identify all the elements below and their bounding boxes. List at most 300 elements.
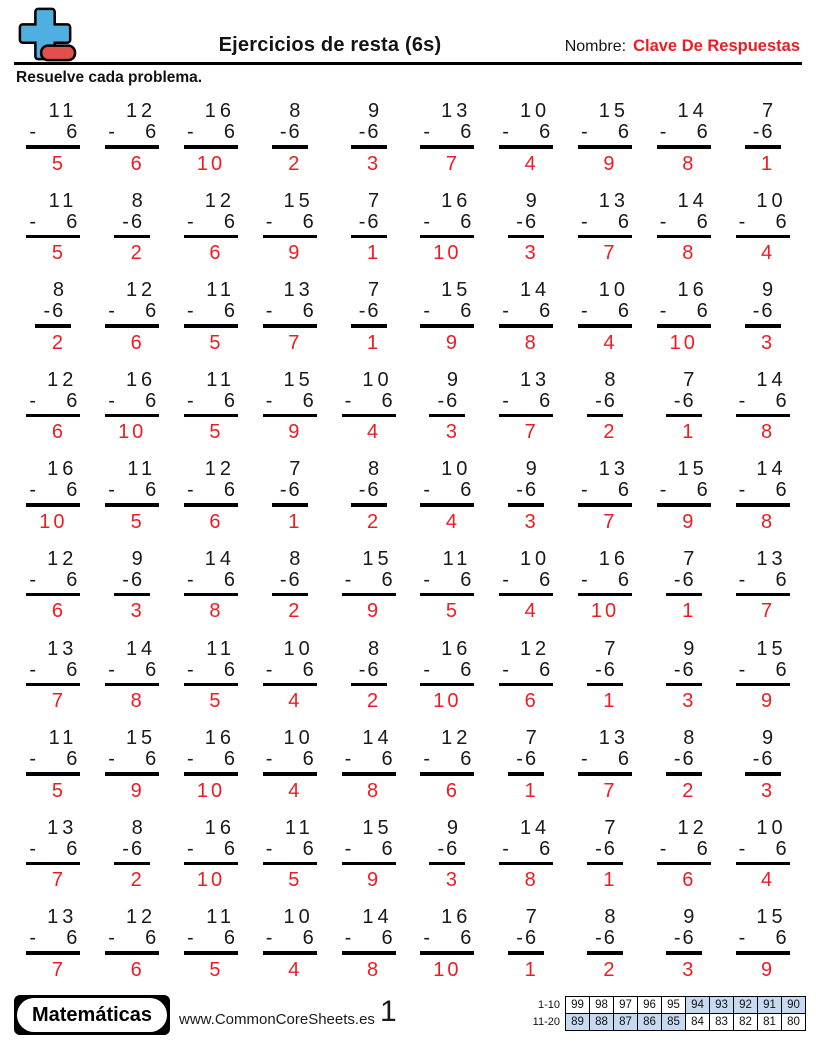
subtrahend-row [581, 212, 629, 233]
answer-line [508, 772, 544, 776]
answer: 6 [209, 510, 224, 533]
answer: 2 [130, 242, 145, 265]
subtraction-problem [487, 369, 566, 459]
minus-sign: - [122, 210, 129, 233]
problem-row [14, 458, 802, 548]
subtraction-problem [487, 190, 566, 280]
subtrahend: 6 [130, 568, 143, 591]
subtrahend-row [38, 301, 68, 322]
answer-line [105, 414, 159, 418]
minus-sign: - [29, 927, 37, 950]
answer: 9 [445, 331, 460, 354]
minus-sign: - [265, 300, 273, 323]
minuend: 9 [762, 279, 774, 302]
subtraction-problem [723, 458, 802, 548]
answer-line [263, 235, 317, 239]
answer: 5 [209, 421, 224, 444]
subtrahend-row [108, 749, 156, 770]
answer: 6 [51, 600, 66, 623]
subtrahend: 6 [539, 568, 551, 591]
subtrahend-row [29, 480, 77, 501]
answer-line [351, 145, 387, 149]
problem-row [14, 906, 802, 996]
subtrahend: 6 [367, 479, 379, 502]
subtraction-problem [14, 100, 93, 190]
subtrahend-row [345, 391, 393, 412]
minus-sign: - [108, 748, 115, 771]
answer-line [499, 324, 553, 328]
minus-sign: - [437, 389, 445, 412]
subtraction-problem [408, 458, 487, 548]
answer: 2 [288, 600, 303, 623]
subtrahend-row [739, 928, 787, 949]
minus-sign: - [516, 479, 523, 502]
subtrahend-row [275, 122, 305, 143]
minus-sign: - [673, 748, 681, 771]
minus-sign: - [265, 210, 273, 233]
answer-line [351, 235, 387, 239]
answer-line [105, 145, 159, 149]
subtraction-problem [487, 279, 566, 369]
answer: 10 [590, 600, 620, 623]
subtrahend-row [187, 391, 235, 412]
answer-line [184, 235, 238, 239]
subtraction-problem [14, 458, 93, 548]
score-row-label: 11-20 [522, 1014, 566, 1031]
subtrahend: 6 [775, 479, 787, 502]
answer-line [105, 772, 159, 776]
minuend: 8 [683, 727, 695, 750]
answer-line [429, 862, 465, 866]
score-cell: 84 [686, 1014, 710, 1031]
answer-line [26, 683, 80, 687]
subtrahend: 6 [367, 658, 379, 681]
minus-sign: - [186, 121, 194, 143]
answer-line [745, 772, 781, 776]
minuend: 10 [283, 637, 314, 660]
subtraction-problem [644, 906, 723, 996]
answer: 8 [524, 869, 539, 892]
subtrahend-row [581, 480, 629, 501]
answer: 2 [603, 421, 618, 444]
subtrahend: 6 [460, 210, 472, 233]
subtrahend: 6 [145, 927, 157, 950]
minus-sign: - [595, 389, 602, 412]
answer: 4 [524, 600, 539, 623]
minus-sign: - [423, 658, 431, 681]
subtrahend-row [108, 391, 156, 412]
subtraction-problem [250, 100, 329, 190]
subtraction-problem [250, 906, 329, 996]
subtrahend: 6 [617, 300, 629, 323]
subtrahend-row [117, 570, 147, 591]
minus-sign: - [738, 927, 746, 950]
subtrahend-row [590, 839, 620, 860]
minuend: 7 [525, 906, 537, 929]
subtrahend-row [275, 480, 305, 501]
subtrahend: 6 [539, 658, 551, 681]
minuend: 16 [47, 458, 78, 481]
minuend: 11 [48, 189, 78, 212]
subtrahend-row [660, 212, 708, 233]
subtrahend: 6 [539, 121, 551, 143]
minuend: 12 [204, 458, 235, 481]
subtrahend: 6 [145, 121, 157, 143]
minus-sign: - [186, 837, 194, 860]
subtrahend-row [739, 570, 787, 591]
subtraction-problem [644, 817, 723, 907]
subtrahend: 6 [223, 568, 235, 591]
subtraction-problem [644, 369, 723, 459]
minuend: 15 [283, 368, 314, 391]
answer: 1 [682, 421, 697, 444]
minus-sign: - [344, 927, 352, 950]
subtrahend: 6 [775, 389, 787, 412]
minuend: 14 [756, 458, 787, 481]
answer-line [736, 503, 790, 507]
score-cell: 99 [566, 997, 590, 1014]
minus-sign: - [580, 748, 588, 771]
minus-sign: - [186, 300, 194, 323]
answer: 6 [130, 958, 145, 981]
minuend: 10 [362, 368, 393, 391]
subtraction-problem [487, 817, 566, 907]
minus-sign: - [122, 568, 129, 591]
subtraction-problem [408, 817, 487, 907]
subtrahend-row [354, 660, 384, 681]
answer: 1 [524, 958, 539, 981]
minus-sign: - [595, 658, 602, 681]
subtraction-problem [93, 458, 172, 548]
minus-sign: - [580, 210, 588, 233]
minuend: 12 [441, 727, 472, 750]
answer: 3 [682, 958, 697, 981]
subtrahend-row [502, 301, 550, 322]
minus-sign: - [265, 389, 273, 412]
minuend: 13 [441, 100, 472, 122]
subtraction-problem [408, 190, 487, 280]
minus-sign: - [358, 210, 366, 233]
answer: 2 [288, 152, 303, 175]
subtrahend-row [29, 212, 77, 233]
answer-line [578, 772, 632, 776]
answer: 9 [130, 779, 145, 802]
subtrahend: 6 [367, 300, 379, 323]
subtrahend-row [266, 301, 314, 322]
minuend: 12 [47, 368, 78, 391]
answer: 2 [603, 958, 618, 981]
score-table [522, 996, 806, 1031]
minus-sign: - [265, 837, 273, 860]
minus-sign: - [738, 837, 746, 860]
answer: 9 [367, 869, 382, 892]
subtraction-problem [644, 100, 723, 190]
minus-sign: - [279, 121, 287, 143]
subtrahend: 6 [446, 389, 458, 412]
answer-line [499, 593, 553, 597]
answer: 9 [682, 510, 697, 533]
subtrahend-row [660, 839, 708, 860]
answer-line [26, 503, 80, 507]
subtrahend: 6 [682, 927, 694, 950]
subtrahend-row [739, 391, 787, 412]
subtrahend: 6 [66, 121, 78, 143]
answer: 2 [682, 779, 697, 802]
minuend: 8 [131, 189, 143, 212]
answer: 7 [445, 152, 460, 175]
subtraction-problem [250, 548, 329, 638]
subtrahend-row [187, 660, 235, 681]
score-cell: 80 [782, 1014, 806, 1031]
commoncoresheets-logo-icon [14, 6, 78, 64]
problem-row [14, 190, 802, 280]
answer: 8 [367, 779, 382, 802]
answer-line [499, 683, 553, 687]
subtrahend-row [502, 391, 550, 412]
answer-line [587, 951, 623, 955]
minus-sign: - [265, 658, 273, 681]
subtrahend: 6 [603, 837, 615, 860]
minus-sign: - [516, 748, 523, 771]
subtrahend-row [29, 839, 77, 860]
answer-line [666, 414, 702, 418]
minuend: 10 [441, 458, 472, 481]
answer-line [578, 145, 632, 149]
answer-line [272, 593, 308, 597]
subtrahend-row [669, 660, 699, 681]
minuend: 16 [598, 547, 629, 570]
minuend: 8 [368, 637, 380, 660]
minuend: 11 [285, 816, 314, 839]
subtraction-problem [566, 369, 645, 459]
minus-sign: - [29, 210, 37, 233]
subtrahend-row [354, 480, 384, 501]
subtrahend: 6 [761, 121, 773, 143]
subtrahend: 6 [696, 210, 708, 233]
minus-sign: - [423, 300, 431, 323]
answer: 4 [524, 152, 539, 175]
minuend: 14 [362, 906, 393, 929]
problem-row [14, 279, 802, 369]
subtrahend-row [117, 839, 147, 860]
subtraction-problem [250, 279, 329, 369]
subtraction-problem [644, 279, 723, 369]
minuend: 10 [519, 547, 551, 570]
answer-line [114, 235, 150, 239]
subtrahend-row [187, 301, 235, 322]
answer-line [657, 324, 711, 328]
score-cell: 85 [662, 1014, 686, 1031]
answer: 3 [367, 152, 382, 175]
subtrahend: 6 [682, 658, 694, 681]
subtrahend: 6 [524, 210, 537, 233]
answer: 8 [130, 690, 145, 713]
minus-sign: - [344, 748, 352, 771]
subtraction-problem [14, 638, 93, 728]
minus-sign: - [29, 389, 37, 412]
answer: 4 [367, 421, 382, 444]
subtraction-problem [566, 817, 645, 907]
answer-line [420, 593, 474, 597]
minus-sign: - [673, 568, 681, 591]
subtrahend: 6 [775, 658, 787, 681]
subtrahend-row [29, 570, 77, 591]
minus-sign: - [423, 210, 431, 233]
subtrahend-row [748, 749, 778, 770]
minuend: 15 [598, 100, 629, 122]
minus-sign: - [516, 927, 523, 950]
minuend: 10 [519, 100, 551, 122]
subtrahend-row [108, 480, 156, 501]
minus-sign: - [502, 658, 509, 681]
minuend: 8 [131, 816, 143, 839]
minus-sign: - [738, 568, 746, 591]
minus-sign: - [279, 568, 287, 591]
minus-sign: - [186, 389, 194, 412]
subtraction-problem [723, 906, 802, 996]
minus-sign: - [344, 568, 352, 591]
answer: 9 [288, 242, 303, 265]
answer: 1 [603, 869, 618, 892]
minus-sign: - [344, 389, 352, 412]
answer: 8 [761, 510, 776, 533]
minus-sign: - [29, 837, 37, 860]
answer: 7 [603, 510, 618, 533]
answer: 1 [367, 331, 382, 354]
minuend: 11 [48, 100, 78, 122]
minuend: 14 [519, 279, 551, 302]
subtrahend-row [739, 839, 787, 860]
minuend: 7 [683, 547, 695, 570]
subtrahend: 6 [539, 389, 551, 412]
subtrahend-row [739, 660, 787, 681]
answer-line [736, 593, 790, 597]
subtrahend: 6 [145, 748, 157, 771]
answer-line [508, 951, 544, 955]
subtraction-problem [723, 727, 802, 817]
answer: 7 [51, 690, 66, 713]
minuend: 15 [756, 637, 787, 660]
score-row [522, 997, 806, 1014]
minuend: 15 [677, 458, 708, 481]
subtrahend-row [423, 570, 471, 591]
answer-line [578, 593, 632, 597]
problem-row [14, 548, 802, 638]
minuend: 14 [204, 547, 235, 570]
subtraction-problem [408, 638, 487, 728]
subtrahend-row [423, 212, 471, 233]
score-cell: 81 [758, 1014, 782, 1031]
subtraction-problem [723, 638, 802, 728]
subtrahend: 6 [52, 300, 64, 323]
subtrahend-row [108, 928, 156, 949]
minuend: 7 [683, 368, 695, 391]
answer-line [736, 862, 790, 866]
minus-sign: - [580, 300, 588, 323]
subtrahend: 6 [223, 927, 235, 950]
subtrahend-row [266, 391, 314, 412]
minuend: 16 [441, 906, 472, 929]
problem-row [14, 638, 802, 728]
minus-sign: - [108, 927, 115, 950]
minuend: 14 [125, 637, 157, 660]
minuend: 16 [204, 727, 235, 750]
score-row [522, 1014, 806, 1031]
answer: 6 [130, 152, 145, 175]
answer-line [26, 235, 80, 239]
answer: 6 [524, 690, 539, 713]
subtrahend-row [423, 928, 471, 949]
subtraction-problem [172, 279, 251, 369]
page-number: 1 [380, 995, 397, 1028]
answer: 2 [367, 510, 382, 533]
minuend: 11 [127, 458, 157, 481]
subtraction-problem [329, 369, 408, 459]
subtrahend: 6 [223, 658, 235, 681]
subtrahend: 6 [775, 837, 787, 860]
minuend: 7 [368, 189, 380, 212]
minuend: 10 [756, 189, 787, 212]
minuend: 11 [206, 279, 235, 302]
subtrahend-row [187, 212, 235, 233]
subtraction-problem [408, 279, 487, 369]
answer: 5 [209, 331, 224, 354]
answer-line [263, 951, 317, 955]
answer-line [272, 503, 308, 507]
subtraction-problem [487, 458, 566, 548]
minuend: 16 [204, 100, 235, 122]
subtraction-problem [329, 906, 408, 996]
minuend: 7 [604, 637, 616, 660]
answer-line [508, 503, 544, 507]
subtraction-problem [329, 100, 408, 190]
minuend: 12 [125, 100, 157, 122]
subtrahend: 6 [460, 568, 472, 591]
subtrahend: 6 [288, 121, 300, 143]
subtraction-problem [644, 190, 723, 280]
subtrahend: 6 [130, 210, 143, 233]
answer-line [657, 235, 711, 239]
subtrahend-row [345, 928, 393, 949]
subtraction-problem [93, 817, 172, 907]
subtraction-problem [93, 906, 172, 996]
answer: 5 [51, 779, 66, 802]
minus-sign: - [108, 121, 115, 143]
subtrahend-row [502, 570, 550, 591]
subtrahend: 6 [539, 300, 551, 323]
answer-line [420, 772, 474, 776]
subtraction-problem [644, 548, 723, 638]
minus-sign: - [738, 479, 746, 502]
answer-line [429, 414, 465, 418]
answer: 5 [130, 510, 145, 533]
answer: 5 [51, 242, 66, 265]
answer-line [587, 862, 623, 866]
subtraction-problem [644, 727, 723, 817]
answer: 10 [118, 421, 147, 444]
subtraction-problem [329, 817, 408, 907]
answer: 6 [445, 779, 460, 802]
subtrahend: 6 [223, 121, 235, 143]
subtraction-problem [172, 100, 251, 190]
subtrahend-row [266, 928, 314, 949]
subtrahend: 6 [524, 479, 537, 502]
subtraction-problem [172, 369, 251, 459]
minus-sign: - [358, 479, 366, 502]
answer: 8 [682, 152, 697, 175]
answer-line [184, 683, 238, 687]
subtraction-problem [250, 817, 329, 907]
